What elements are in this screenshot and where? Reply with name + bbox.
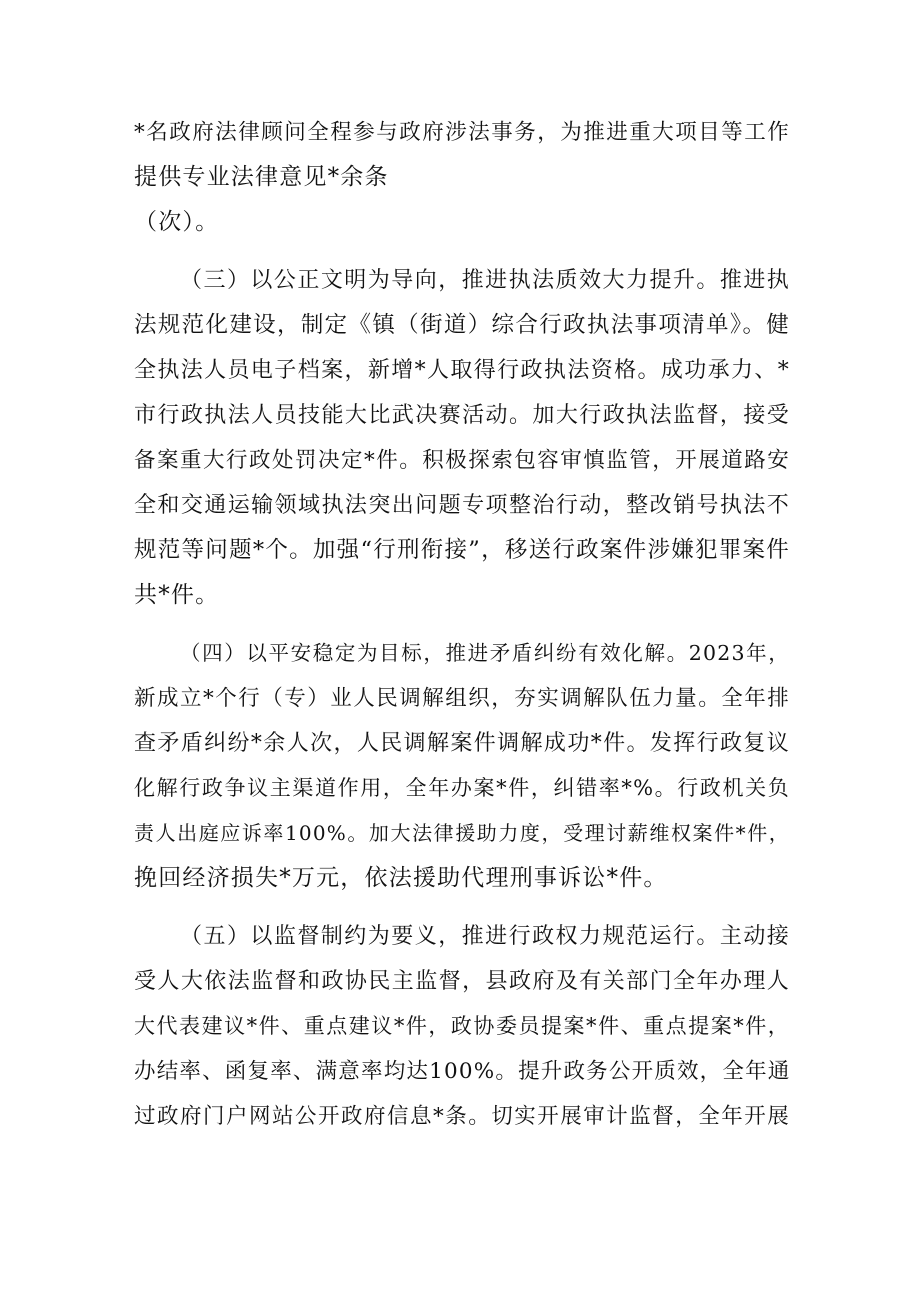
paragraph-section-three [134,258,790,618]
text-line: 法规范化建设，制定《镇（街道）综合行政执法事项清单》。健 [134,312,790,338]
text-line: （五）以监督制约为要义，推进行政权力规范运行。主动接 [180,924,790,949]
paragraph-legal-advisors [134,110,790,245]
text-line: 查矛盾纠纷*余人次，人民调解案件调解成功*件。发挥行政复议 [134,731,790,756]
text-line: *名政府法律顾问全程参与政府涉法事务，为推进重大项目等工作 [134,120,790,145]
text-line: 提供专业法律意见*余条 [134,164,389,190]
document-body [134,110,790,1139]
text-line: （四）以平安稳定为目标，推进矛盾纠纷有效化解。2023年， [180,641,790,665]
paragraph-section-four [134,631,790,901]
text-line: 新成立*个行（专）业人民调解组织，夯实调解队伍力量。全年排 [134,686,790,711]
text-line: 市行政执法人员技能大比武决赛活动。加大行政执法监督，接受 [134,403,790,428]
text-line: 全和交通运输领域执法突出问题专项整治行动，整改销号执法不 [134,493,790,518]
text-line: 办结率、函复率、满意率均达100%。提升政务公开质效，全年通 [134,1059,791,1084]
paragraph-section-five [134,914,790,1139]
text-line: 责人出庭应诉率100%。加大法律援助力度，受理讨薪维权案件*件， [134,821,790,845]
text-line: 过政府门户网站公开政府信息*条。切实开展审计监督，全年开展 [134,1104,790,1129]
text-line: 共*件。 [134,582,220,608]
text-line: 规范等问题*个。加强“行刑衔接”，移送行政案件涉嫌犯罪案件 [134,537,790,563]
text-line: 化解行政争议主渠道作用，全年办案*件，纠错率*%。行政机关负 [134,776,790,800]
text-line: 大代表建议*件、重点建议*件，政协委员提案*件、重点提案*件， [134,1014,790,1038]
text-line: 挽回经济损失*万元，依法援助代理刑事诉讼*件。 [134,865,668,891]
text-line: 备案重大行政处罚决定*件。积极探索包容审慎监管，开展道路安 [134,448,790,473]
text-line: 全执法人员电子档案，新增*人取得行政执法资格。成功承力、* [134,358,790,383]
text-line: （次）。 [134,209,220,235]
text-line: （三）以公正文明为导向，推进执法质效大力提升。推进执 [180,268,790,293]
text-line: 受人大依法监督和政协民主监督，县政府及有关部门全年办理人 [134,969,790,994]
